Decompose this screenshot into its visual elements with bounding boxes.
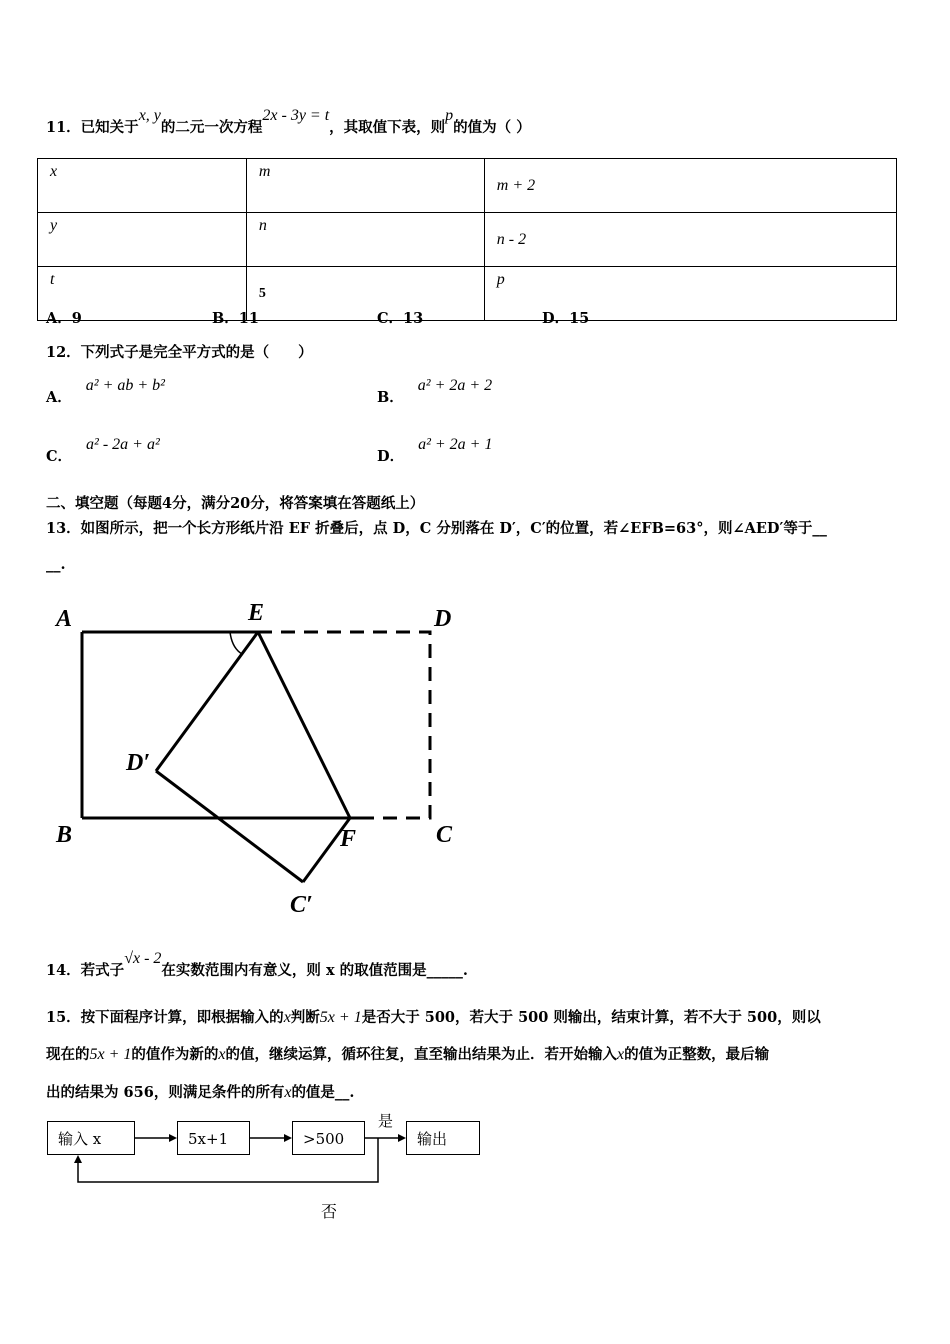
- q15-line3: 出的结果为 656，则满足条件的所有x的值是__.: [46, 1084, 355, 1101]
- label-a: A: [56, 606, 73, 632]
- q11-option-b: B．11: [212, 310, 259, 327]
- flow-yes-label: 是: [378, 1112, 394, 1130]
- label-f: F: [340, 826, 357, 852]
- q12-option-b: B．a² + 2a + 2: [377, 377, 493, 406]
- cell: n: [246, 213, 484, 267]
- cell: t: [38, 267, 247, 321]
- flow-output-box: 输出: [406, 1121, 480, 1155]
- label-c: C: [436, 822, 453, 848]
- flow-input-box: 输入 x: [47, 1121, 135, 1155]
- cell: x: [38, 159, 247, 213]
- q11-option-d: D．15: [542, 310, 590, 327]
- dashed-original: [258, 632, 430, 818]
- label-d-prime: D′: [126, 750, 151, 776]
- flow-arrows: [0, 1100, 500, 1200]
- label-e: E: [248, 600, 265, 626]
- q13-stem-cont: __.: [46, 556, 66, 573]
- q11-stem: 11．已知关于x, y的二元一次方程2x - 3y = t，其取值下表，则p的值为（ ）: [46, 107, 531, 136]
- section-heading: 二、填空题（每题4分，满分20分，将答案填在答题纸上）: [46, 495, 425, 512]
- label-b: B: [56, 822, 73, 848]
- q11-option-c: C．13: [377, 310, 424, 327]
- cell: p: [484, 267, 896, 321]
- flow-no-label: 否: [321, 1202, 338, 1221]
- angle-arc: [230, 632, 242, 654]
- cell: y: [38, 213, 247, 267]
- edge-dc: [156, 771, 303, 882]
- edge-ed: [156, 632, 258, 771]
- cell: m + 2: [484, 159, 896, 213]
- cell: m: [246, 159, 484, 213]
- label-d: D: [434, 606, 452, 632]
- value-table: [37, 158, 897, 321]
- q15-line1: 15．按下面程序计算，即根据输入的x判断5x + 1是否大于 500，若大于 500 则输出，结束计算，若不大于 500，则以: [46, 1009, 821, 1026]
- q12-option-a: A．a² + ab + b²: [46, 377, 165, 406]
- q15-line2: 现在的5x + 1的值作为新的x的值，继续运算，循环往复，直至输出结果为止．若开始输入x的值为正整数，最后输: [46, 1046, 770, 1063]
- edge-ef: [258, 632, 350, 818]
- cell: n - 2: [484, 213, 896, 267]
- q14-stem: 14．若式子√x - 2在实数范围内有意义，则 x 的取值范围是_____.: [46, 950, 468, 979]
- q12-stem: 12．下列式子是完全平方式的是（ ）: [46, 344, 313, 361]
- cell: 5: [246, 267, 484, 321]
- fold-figure: [0, 590, 480, 920]
- flow-cond-box: >500: [292, 1121, 365, 1155]
- q11-option-a: A．9: [46, 310, 82, 327]
- flow-calc-box: 5x+1: [177, 1121, 250, 1155]
- q12-option-c: C．a² - 2a + a²: [46, 436, 160, 465]
- label-c-prime: C′: [290, 892, 313, 918]
- q13-stem: 13．如图所示，把一个长方形纸片沿 EF 折叠后，点 D，C 分别落在 D′，C′的位置，若∠EFB=63°，则∠AED′等于__: [46, 520, 827, 537]
- q12-option-d: D．a² + 2a + 1: [377, 436, 493, 465]
